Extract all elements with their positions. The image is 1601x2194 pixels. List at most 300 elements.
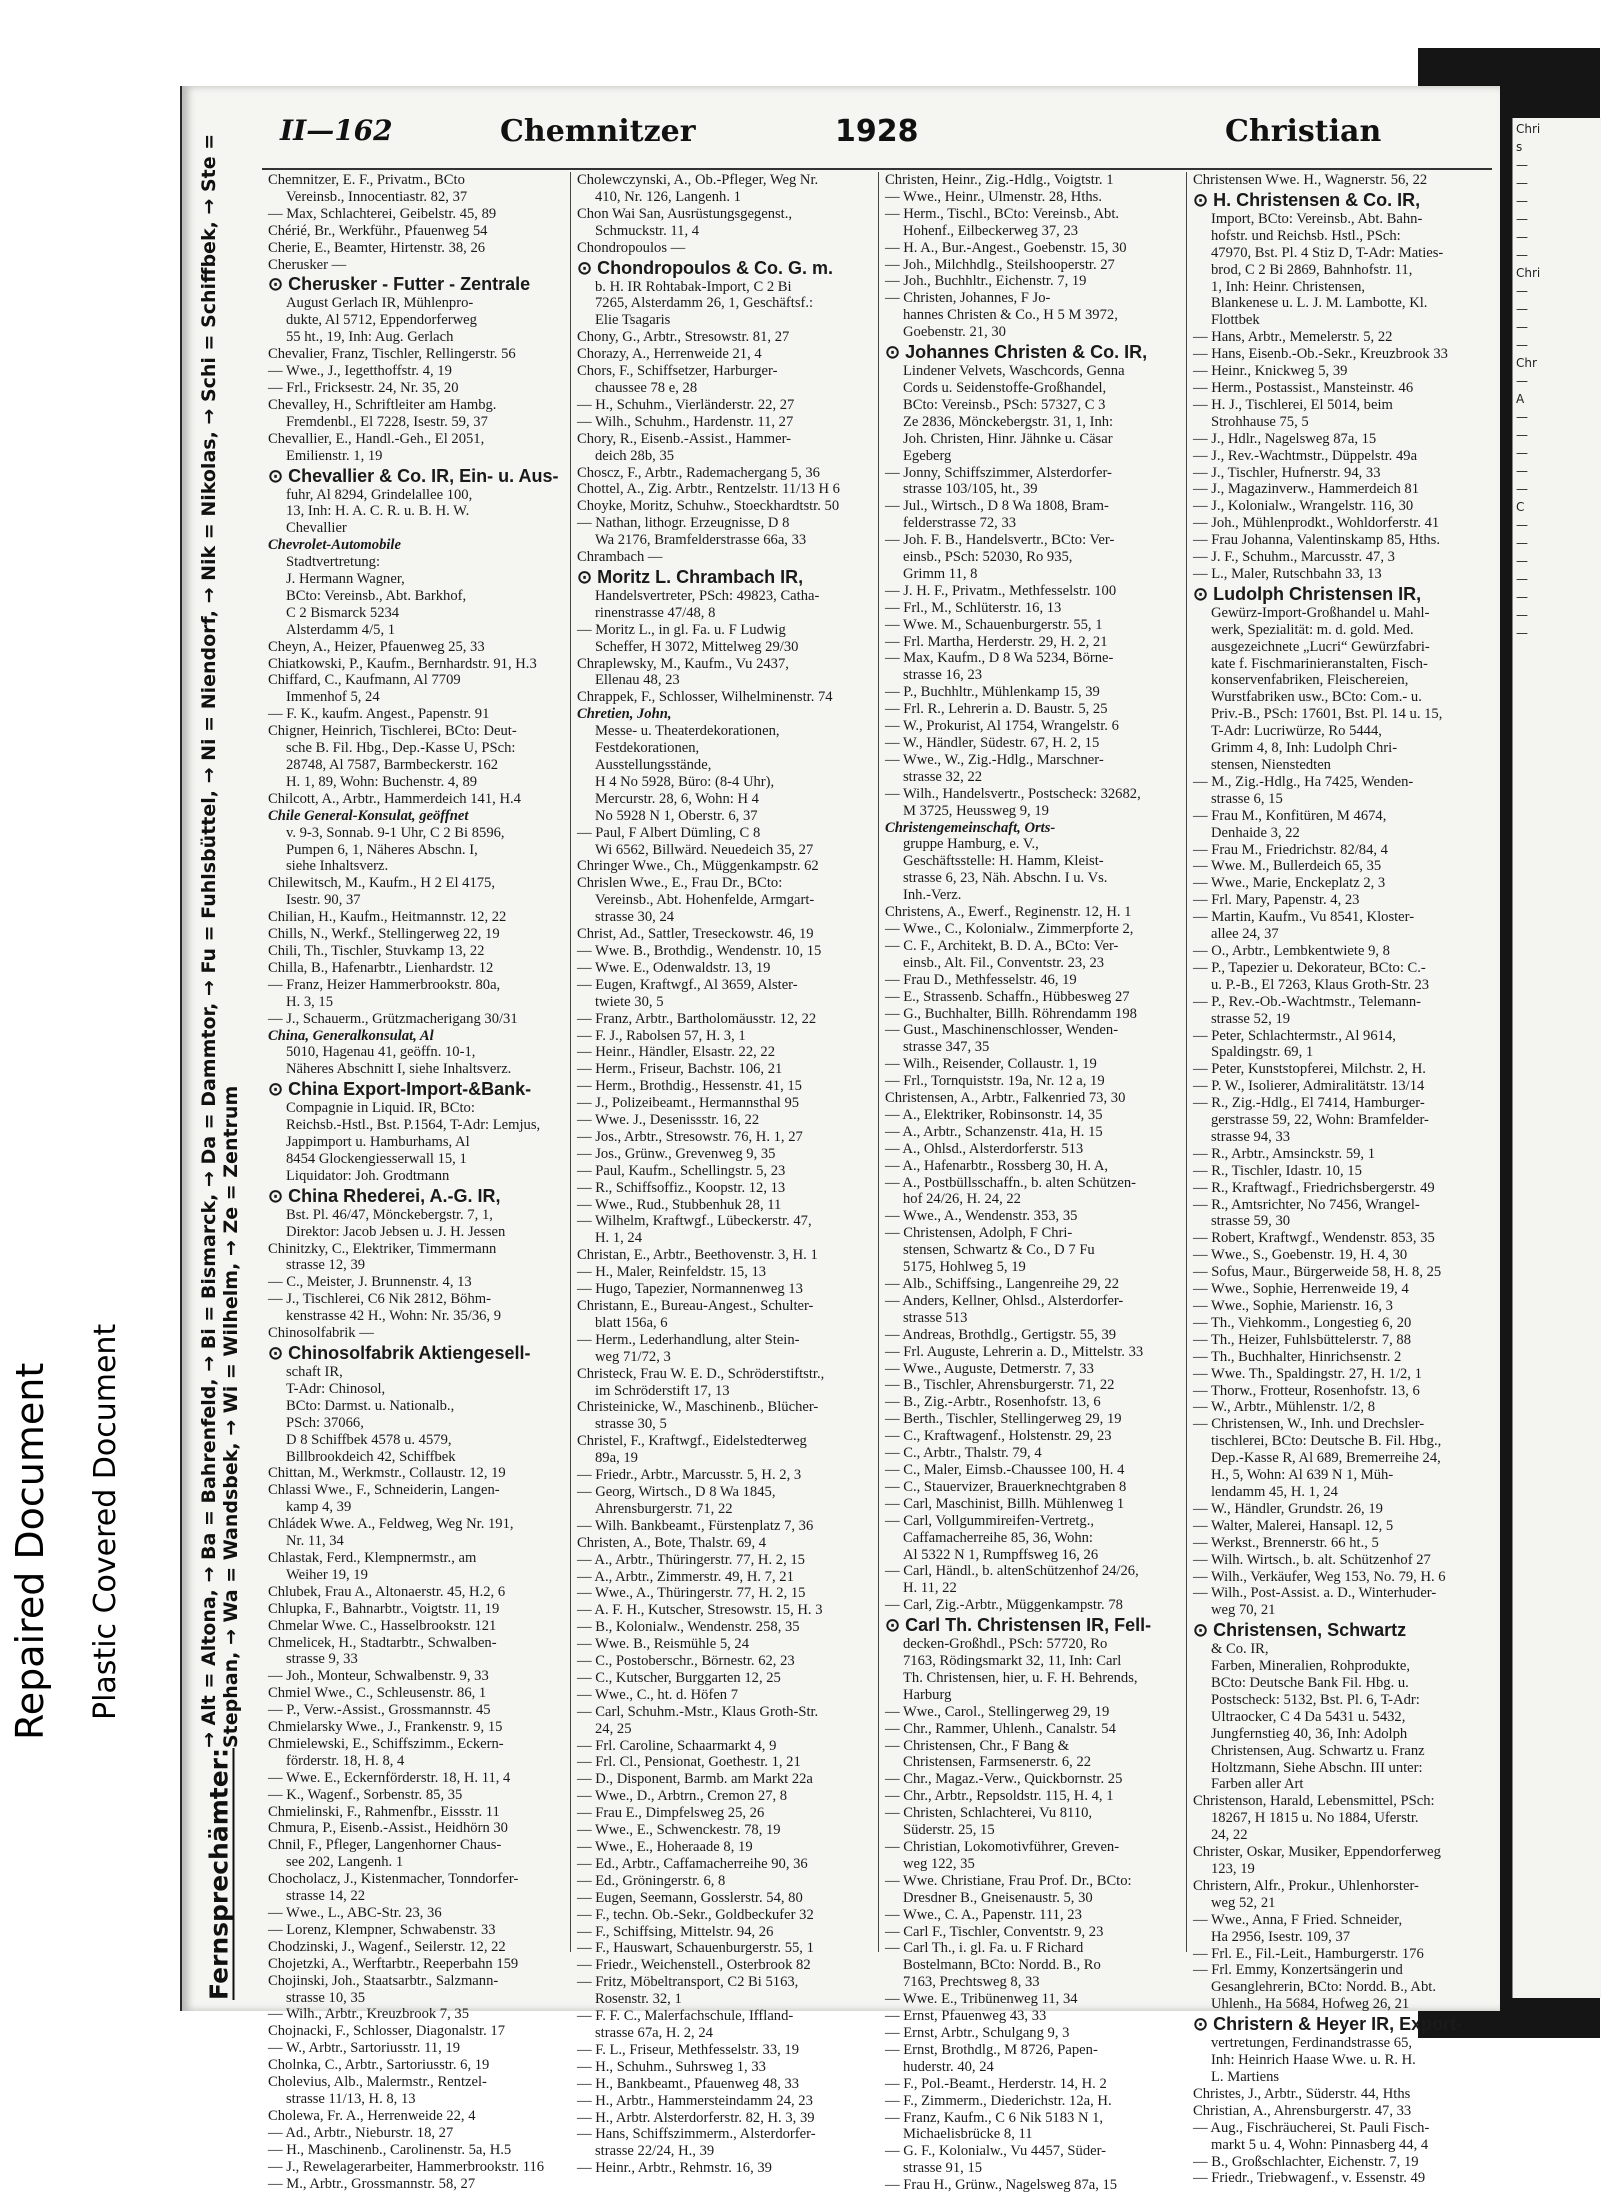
- directory-entry: vertretungen, Ferdinandstrasse 65,: [1211, 2035, 1413, 2052]
- directory-entry: Farben, Mineralien, Rohprodukte,: [1211, 1658, 1410, 1675]
- directory-entry: ⊙ Cherusker - Futter - Zentrale: [268, 274, 531, 295]
- directory-entry: T-Adr: Lucriwürze, Ro 5444,: [1211, 723, 1382, 740]
- directory-entry: Liquidator: Joh. Grodtmann: [286, 1167, 450, 1184]
- directory-entry: — D., Disponent, Barmb. am Markt 22a: [577, 1771, 813, 1788]
- exchange-legend-title: Fernsprechämter:: [204, 1748, 234, 2000]
- adjacent-page-line: —: [1516, 302, 1528, 316]
- directory-entry: — Wwe., A., Wendenstr. 353, 35: [885, 1208, 1078, 1225]
- directory-entry: — Wwe. B., Reismühle 5, 24: [577, 1636, 750, 1653]
- directory-entry: — Jul., Wirtsch., D 8 Wa 1808, Bram-: [885, 498, 1109, 515]
- directory-entry: Chmielarsky Wwe., J., Frankenstr. 9, 15: [268, 1719, 503, 1736]
- directory-entry: — Wwe. Christiane, Frau Prof. Dr., BCto:: [885, 1872, 1132, 1889]
- directory-entry: strasse 14, 22: [286, 1888, 366, 1905]
- directory-entry: — Wilh., Post-Assist. a. D., Winterhuder-: [1193, 1585, 1437, 1602]
- directory-entry: Chmelar Wwe. C., Hasselbrookstr. 121: [268, 1617, 497, 1634]
- directory-entry: — Frau M., Friedrichstr. 82/84, 4: [1193, 841, 1388, 858]
- directory-entry: — Wwe. M., Schauenburgerstr. 55, 1: [885, 616, 1103, 633]
- exchange-legend-text: → Alt = Altona, → Ba = Bahrenfeld, → Bi = Bismarck, → Da = Dammtor, → Fu = Fuhlsbüttel, → Ni = Niendorf, → Nik = Nikolas, → Schi = Schiffbek, → Ste = Stephan, → Wa = Wandsbek, → Wi = Wilhelm, → Ze = Zentrum: [198, 133, 242, 1749]
- directory-entry: Chiffard, C., Kaufmann, Al 7709: [268, 672, 461, 689]
- directory-entry: H. 1, 24: [595, 1230, 643, 1247]
- directory-entry: — L., Maler, Rutschbahn 33, 13: [1193, 565, 1382, 582]
- directory-entry: — Wwe., A., Thüringerstr. 77, H. 2, 15: [577, 1585, 806, 1602]
- directory-entry: siehe Inhaltsverz.: [286, 858, 389, 875]
- directory-entry: — Chr., Magaz.-Verw., Quickbornstr. 25: [885, 1771, 1123, 1788]
- directory-entry: Weiher 19, 19: [286, 1566, 368, 1583]
- directory-entry: Egeberg: [903, 447, 952, 464]
- directory-entry: — Christen, Schlachterei, Vu 8110,: [885, 1805, 1093, 1822]
- directory-entry: Näheres Abschnitt I, siehe Inhaltsverz.: [286, 1061, 512, 1078]
- directory-entry: strasse 10, 35: [286, 1989, 366, 2006]
- directory-entry: — A., Hafenarbtr., Rossberg 30, H. A,: [885, 1157, 1109, 1174]
- directory-entry: — P., Tapezier u. Dekorateur, BCto: C.-: [1193, 959, 1426, 976]
- directory-entry: Christensen Wwe. H., Wagnerstr. 56, 22: [1193, 172, 1428, 188]
- directory-entry: Christan, E., Arbtr., Beethovenstr. 3, H. 1: [577, 1247, 818, 1264]
- directory-entry: Flottbek: [1211, 312, 1260, 329]
- directory-entry: Christes, J., Arbtr., Süderstr. 44, Hths: [1193, 2085, 1411, 2102]
- directory-entry: stensen, Schwartz & Co., D 7 Fu: [903, 1242, 1095, 1259]
- directory-entry: China, Generalkonsulat, Al: [268, 1027, 434, 1044]
- directory-entry: Christian, A., Ahrensburgerstr. 47, 33: [1193, 2102, 1412, 2119]
- directory-entry: Chevallier: [286, 520, 347, 537]
- directory-entry: Th. Christensen, hier, u. F. H. Behrends,: [903, 1669, 1138, 1686]
- directory-entry: Joh. Christen, Hinr. Jähnke u. Cäsar: [903, 430, 1113, 447]
- directory-entry: — H., Schuhm., Vierländerstr. 22, 27: [577, 396, 795, 413]
- directory-entry: — H., Arbtr., Hammersteindamm 24, 23: [577, 2092, 813, 2109]
- directory-entry: Chmielinski, F., Rahmenfbr., Eissstr. 11: [268, 1803, 500, 1820]
- directory-entry: — Wwe., Marie, Enckeplatz 2, 3: [1193, 875, 1386, 892]
- directory-entry: förderstr. 18, H. 8, 4: [286, 1752, 405, 1769]
- directory-entry: — Frau E., Dimpfelsweg 25, 26: [577, 1805, 765, 1822]
- directory-entry: Dresdner B., Gneisenaustr. 5, 30: [903, 1889, 1093, 1906]
- adjacent-page-line: —: [1516, 518, 1528, 532]
- directory-entry: — H. J., Tischlerei, El 5014, beim: [1193, 396, 1393, 413]
- adjacent-page-line: —: [1516, 608, 1528, 622]
- directory-entry: — Carl, Schuhm.-Mstr., Klaus Groth-Str.: [577, 1703, 819, 1720]
- directory-entry: — Joh., Mühlenprodkt., Wohldorferstr. 41: [1193, 515, 1440, 532]
- directory-entry: — Wwe. B., Brothdig., Wendenstr. 10, 15: [577, 942, 822, 959]
- directory-entry: — Moritz L., in gl. Fa. u. F Ludwig: [577, 621, 786, 638]
- directory-entry: — Walter, Malerei, Hansapl. 12, 5: [1193, 1517, 1394, 1534]
- directory-entry: Chojinski, Joh., Staatsarbtr., Salzmann-: [268, 1972, 499, 1989]
- directory-entry: Uhlenh., Ha 5684, Hofweg 26, 21: [1211, 1996, 1410, 2013]
- directory-entry: L. Martiens: [1211, 2068, 1280, 2085]
- directory-entry: Cholevius, Alb., Malermstr., Rentzel-: [268, 2074, 487, 2091]
- directory-entry: — R., Zig.-Hdlg., El 7414, Hamburger-: [1193, 1095, 1425, 1112]
- directory-entry: — H. A., Bur.-Angest., Goebenstr. 15, 30: [885, 239, 1127, 256]
- directory-entry: 7265, Alsterdamm 26, 1, Geschäftsf.:: [595, 295, 814, 312]
- adjacent-page-line: —: [1516, 338, 1528, 352]
- directory-entry: strasse 347, 35: [903, 1039, 990, 1056]
- directory-entry: — Wwe., J., Iegetthoffstr. 4, 19: [268, 363, 452, 380]
- directory-entry: Chondropoulos —: [577, 239, 686, 256]
- directory-entry: Ellenau 48, 23: [595, 672, 680, 689]
- directory-entry: Ha 2956, Isestr. 109, 37: [1211, 1928, 1351, 1945]
- directory-entry: Chnil, F., Pfleger, Langenhorner Chaus-: [268, 1837, 502, 1854]
- directory-entry: Ahrensburgerstr. 71, 22: [595, 1500, 733, 1517]
- directory-entry: BCto: Vereinsb., PSch: 57327, C 3: [903, 396, 1106, 413]
- directory-entry: — C., Stauervizer, Brauerknechtgraben 8: [885, 1478, 1127, 1495]
- directory-entry: strasse 9, 33: [286, 1651, 358, 1668]
- directory-entry: Elie Tsagaris: [595, 312, 671, 329]
- directory-entry: — W., Arbtr., Sartoriusstr. 11, 19: [268, 2040, 461, 2057]
- directory-entry: Farben aller Art: [1211, 1776, 1304, 1793]
- directory-entry: — C., Postoberschr., Börnestr. 62, 23: [577, 1653, 795, 1670]
- directory-entry: — H., Maler, Reinfeldstr. 15, 13: [577, 1264, 767, 1281]
- directory-entry: — Christensen, Chr., F Bang &: [885, 1737, 1070, 1754]
- directory-entry: — Eugen, Kraftwgf., Al 3659, Alster-: [577, 976, 798, 993]
- directory-entry: — Aug., Fischräucherei, St. Pauli Fisch-: [1193, 2119, 1430, 2136]
- directory-entry: 47970, Bst. Pl. 4 Stiz D, T-Adr: Maties-: [1211, 244, 1444, 261]
- directory-entry: ⊙ Chondropoulos & Co. G. m.: [577, 257, 834, 278]
- directory-entry: — Wwe., Heinr., Ulmenstr. 28, Hths.: [885, 188, 1102, 205]
- directory-entry: Postscheck: 5132, Bst. Pl. 6, T-Adr:: [1211, 1691, 1420, 1708]
- directory-entry: — Ernst, Brothdlg., M 8726, Papen-: [885, 2041, 1098, 2058]
- directory-entry: — C., Kutscher, Burggarten 12, 25: [577, 1669, 781, 1686]
- adjacent-page-line: —: [1516, 536, 1528, 550]
- directory-entry: — Carl F., Tischler, Conventstr. 9, 23: [885, 1923, 1104, 1940]
- directory-entry: Chodzinski, J., Wagenf., Seilerstr. 12, 22: [268, 1938, 506, 1955]
- directory-entry: Import, BCto: Vereinsb., Abt. Bahn-: [1211, 210, 1423, 227]
- directory-entry: — R., Amtsrichter, No 7456, Wrangel-: [1193, 1196, 1420, 1213]
- directory-entry: — H., Schuhm., Suhrsweg 1, 33: [577, 2058, 766, 2075]
- directory-entry: Chrambach —: [577, 549, 663, 566]
- directory-entry: strasse 12, 39: [286, 1257, 366, 1274]
- directory-entry: — Ad., Arbtr., Nieburstr. 18, 27: [268, 2124, 454, 2141]
- directory-entry: — Christensen, W., Inh. und Drechsler-: [1193, 1416, 1425, 1433]
- directory-entry: Michaelisbrücke 8, 11: [903, 2126, 1033, 2143]
- directory-entry: — Berth., Tischler, Stellingerweg 29, 19: [885, 1411, 1122, 1428]
- directory-entry: — G. F., Kolonialw., Vu 4457, Süder-: [885, 2143, 1107, 2160]
- adjacent-page-line: —: [1516, 284, 1528, 298]
- directory-entry: — Herm., Postassist., Mansteinstr. 46: [1193, 379, 1414, 396]
- directory-entry: Immenhof 5, 24: [286, 689, 380, 706]
- directory-entry: ⊙ China Rhederei, A.-G. IR,: [268, 1185, 501, 1206]
- directory-entry: strasse 103/105, ht., 39: [903, 481, 1038, 498]
- directory-entry: — J., Kolonialw., Wrangelstr. 116, 30: [1193, 498, 1414, 515]
- directory-entry: 18267, H 1815 u. No 1884, Uferstr.: [1211, 1810, 1419, 1827]
- page-header: [280, 100, 1490, 160]
- directory-entry: Christens, A., Ewerf., Reginenstr. 12, H. 1: [885, 904, 1132, 921]
- directory-entry: Choyke, Moritz, Schuhw., Stoeckhardtstr. 50: [577, 498, 840, 515]
- directory-entry: — Wilh. Wirtsch., b. alt. Schützenhof 27: [1193, 1551, 1431, 1568]
- adjacent-page-line: —: [1516, 410, 1528, 424]
- directory-entry: — Friedr., Triebwagenf., v. Essenstr. 49: [1193, 2170, 1426, 2187]
- directory-entry: & Co. IR,: [1211, 1641, 1269, 1658]
- directory-entry: Chors, F., Schiffsetzer, Harburger-: [577, 363, 778, 380]
- directory-entry: — C., Maler, Eimsb.-Chaussee 100, H. 4: [885, 1461, 1125, 1478]
- directory-entry: Harburg: [903, 1686, 952, 1703]
- directory-entry: strasse 52, 19: [1211, 1010, 1291, 1027]
- directory-entry: Chilla, B., Hafenarbtr., Lienhardstr. 12: [268, 959, 494, 976]
- directory-entry: — J., Schauerm., Grützmacherigang 30/31: [268, 1010, 518, 1027]
- directory-entry: — Eugen, Seemann, Gosslerstr. 54, 80: [577, 1889, 803, 1906]
- directory-entry: — Christensen, Adolph, F Chri-: [885, 1225, 1073, 1242]
- directory-entry: u. P.-B., El 7263, Klaus Groth-Str. 23: [1211, 976, 1430, 993]
- directory-entry: Christ, Ad., Sattler, Treseckowstr. 46, 19: [577, 926, 814, 943]
- directory-entry: — Friedr., Arbtr., Marcusstr. 5, H. 2, 3: [577, 1467, 802, 1484]
- directory-entry: — H., Bankbeamt., Pfauenweg 48, 33: [577, 2075, 800, 2092]
- directory-entry: — Max, Kaufm., D 8 Wa 5234, Börne-: [885, 650, 1114, 667]
- directory-entry: Alsterdamm 4/5, 1: [286, 621, 396, 638]
- directory-entry: — Wwe., L., ABC-Str. 23, 36: [268, 1905, 442, 1921]
- directory-entry: Chrislen Wwe., E., Frau Dr., BCto:: [577, 875, 783, 892]
- directory-entry: — Frau M., Konfitüren, M 4674,: [1193, 807, 1387, 824]
- directory-entry: J. Hermann Wagner,: [286, 571, 405, 588]
- directory-entry: Cherusker —: [268, 256, 347, 273]
- directory-year: 1928: [835, 114, 919, 149]
- directory-entry: Chlassi Wwe., F., Schneiderin, Langen-: [268, 1482, 500, 1499]
- directory-entry: — Frl. Cl., Pensionat, Goethestr. 1, 21: [577, 1754, 801, 1771]
- directory-entry: H. 1, 89, Wohn: Buchenstr. 4, 89: [286, 773, 478, 790]
- directory-entry: Bostelmann, BCto: Nordd. B., Ro: [903, 1957, 1101, 1974]
- directory-entry: konservenfabriken, Fleischereien,: [1211, 672, 1409, 689]
- directory-entry: see 202, Langenh. 1: [286, 1854, 404, 1871]
- directory-entry: 5175, Hohlweg 5, 19: [903, 1259, 1026, 1276]
- directory-entry: — P., Verw.-Assist., Grossmannstr. 45: [268, 1702, 491, 1719]
- directory-entry: strasse 6, 23, Näh. Abschn. I u. Vs.: [903, 870, 1108, 887]
- directory-entry: ⊙ Christensen, Schwartz: [1193, 1620, 1407, 1641]
- directory-entry: — Wwe. J., Desenissstr. 16, 22: [577, 1112, 760, 1129]
- directory-entry: — F. F. C., Malerfachschule, Iffland-: [577, 2008, 794, 2025]
- directory-entry: — Wilh., Reisender, Collaustr. 1, 19: [885, 1056, 1097, 1073]
- directory-entry: 1, Inh: Heinr. Christensen,: [1211, 278, 1366, 295]
- directory-entry: — Thorw., Frotteur, Rosenhofstr. 13, 6: [1193, 1382, 1420, 1399]
- directory-entry: — Joh., Milchhdlg., Steilshooperstr. 27: [885, 256, 1115, 273]
- directory-entry: — Franz, Arbtr., Bartholomäusstr. 12, 22: [577, 1010, 817, 1027]
- directory-entry: Chevallier, E., Handl.-Geh., El 2051,: [268, 430, 485, 447]
- directory-entry: — A., Arbtr., Thüringerstr. 77, H. 2, 15: [577, 1551, 805, 1568]
- directory-entry: — Frl. Mary, Papenstr. 4, 23: [1193, 892, 1360, 909]
- directory-entry: — W., Prokurist, Al 1754, Wrangelstr. 6: [885, 718, 1119, 735]
- directory-entry: strasse 32, 22: [903, 768, 983, 785]
- directory-entry: weg 52, 21: [1211, 1894, 1276, 1911]
- directory-entry: 24, 25: [595, 1720, 632, 1737]
- directory-entry: — W., Händler, Südestr. 67, H. 2, 15: [885, 735, 1100, 751]
- directory-entry: strasse 6, 15: [1211, 790, 1283, 807]
- directory-entry: — Jos., Grünw., Grevenweg 9, 35: [577, 1145, 776, 1162]
- directory-entry: strasse 59, 30: [1211, 1213, 1291, 1230]
- directory-entry: — R., Tischler, Idastr. 10, 15: [1193, 1162, 1362, 1179]
- directory-entry: allee 24, 37: [1211, 926, 1279, 943]
- scan-labels: [0, 0, 150, 2177]
- directory-entry: PSch: 37066,: [286, 1414, 364, 1431]
- directory-entry: — F., Zimmerm., Diederichstr. 12a, H.: [885, 2092, 1112, 2109]
- directory-entry: ⊙ Carl Th. Christensen IR, Fell-: [885, 1615, 1152, 1636]
- directory-entry: — Wwe., S., Goebenstr. 19, H. 4, 30: [1193, 1247, 1408, 1264]
- directory-entry: Christeck, Frau W. E. D., Schröderstiftstr.,: [577, 1365, 825, 1382]
- directory-entry: Christen, Heinr., Zig.-Hdlg., Voigtstr. 1: [885, 172, 1114, 188]
- directory-entry: Schmuckstr. 11, 4: [595, 222, 700, 239]
- directory-column: [262, 172, 570, 2192]
- directory-entry: — H., Arbtr. Alsterdorferstr. 82, H. 3, 39: [577, 2109, 815, 2126]
- directory-entry: Wurstfabriken usw., BCto: Com.- u.: [1211, 689, 1422, 706]
- adjacent-page-line: —: [1516, 590, 1528, 604]
- directory-entry: — J., Hdlr., Nagelsweg 87a, 15: [1193, 430, 1377, 447]
- directory-entry: — C., Arbtr., Thalstr. 79, 4: [885, 1445, 1042, 1462]
- directory-entry: BCto: Darmst. u. Nationalb.,: [286, 1397, 455, 1414]
- directory-entry: — W., Händler, Grundstr. 26, 19: [1193, 1500, 1383, 1517]
- page-number: II—162: [280, 114, 393, 147]
- adjacent-page-line: —: [1516, 248, 1528, 262]
- directory-entry: Cherie, E., Beamter, Hirtenstr. 38, 26: [268, 239, 486, 256]
- directory-entry: — C., Kraftwagenf., Holstenstr. 29, 23: [885, 1428, 1112, 1445]
- directory-entry: — Herm., Tischl., BCto: Vereinsb., Abt.: [885, 205, 1120, 222]
- adjacent-page-line: —: [1516, 464, 1528, 478]
- directory-entry: Chinosolfabrik —: [268, 1325, 374, 1342]
- directory-entry: 123, 19: [1211, 1861, 1255, 1877]
- header-first-entry: Chemnitzer: [500, 114, 696, 149]
- directory-entry: Christann, E., Bureau-Angest., Schulter-: [577, 1298, 814, 1314]
- directory-entry: — A., Arbtr., Zimmerstr. 49, H. 7, 21: [577, 1568, 794, 1585]
- directory-entry: — Wilh., Arbtr., Kreuzbrook 7, 35: [268, 2006, 469, 2023]
- directory-entry: 8454 Glockengiesserwall 15, 1: [286, 1150, 467, 1167]
- directory-entry: — W., Arbtr., Mühlenstr. 1/2, 8: [1193, 1399, 1376, 1416]
- directory-entry: einsb., PSch: 52030, Ro 935,: [903, 549, 1073, 566]
- directory-entry: — Hans, Eisenb.-Ob.-Sekr., Kreuzbrook 33: [1193, 346, 1448, 363]
- directory-entry: Chony, G., Arbtr., Stresowstr. 81, 27: [577, 329, 790, 346]
- directory-entry: — Fritz, Möbeltransport, C2 Bi 5163,: [577, 1974, 799, 1991]
- directory-entry: Chigner, Heinrich, Tischlerei, BCto: Deut-: [268, 723, 517, 740]
- directory-entry: — B., Zig.-Arbtr., Rosenhofstr. 13, 6: [885, 1394, 1101, 1411]
- directory-entry: b. H. IR Rohtabak-Import, C 2 Bi: [595, 278, 792, 295]
- adjacent-page-line: —: [1516, 230, 1528, 244]
- directory-entry: — J., Tischlerei, C6 Nik 2812, Böhm-: [268, 1291, 491, 1308]
- directory-entry: — Frl. Martha, Herderstr. 29, H. 2, 21: [885, 633, 1108, 650]
- directory-entry: dukte, Al 5712, Eppendorferweg: [286, 312, 477, 329]
- directory-entry: hof 24/26, H. 24, 22: [903, 1191, 1021, 1208]
- adjacent-page-line: Chr: [1516, 356, 1537, 370]
- directory-entry: ⊙ Christern & Heyer IR, Export-: [1193, 2014, 1463, 2035]
- directory-entry: M 3725, Heussweg 9, 19: [903, 802, 1049, 819]
- directory-entry: — Ed., Arbtr., Caffamacherreihe 90, 36: [577, 1855, 808, 1872]
- directory-entry: Chevalier, Franz, Tischler, Rellingerstr. 56: [268, 346, 516, 363]
- directory-entry: ⊙ Moritz L. Chrambach IR,: [577, 566, 804, 587]
- adjacent-page-line: —: [1516, 374, 1528, 388]
- directory-entry: Chevalley, H., Schriftleiter am Hambg.: [268, 396, 497, 413]
- directory-entry: im Schröderstift 17, 13: [595, 1382, 730, 1399]
- directory-entry: ⊙ China Export-Import-&Bank-: [268, 1079, 532, 1100]
- directory-entry: — M., Zig.-Hdlg., Ha 7425, Wenden-: [1193, 773, 1414, 790]
- directory-entry: Fremdenbl., El 7228, Isestr. 59, 37: [286, 413, 488, 430]
- directory-entry: Ultraocker, C 4 Da 5431 u. 5432,: [1211, 1708, 1406, 1725]
- directory-entry: — Joh. F. B., Handelsvertr., BCto: Ver-: [885, 532, 1115, 549]
- directory-entry: BCto: Vereinsb., Abt. Barkhof,: [286, 587, 467, 604]
- directory-entry: — Ed., Gröningerstr. 6, 8: [577, 1872, 726, 1889]
- directory-entry: — J. H. F., Privatm., Methfesselstr. 100: [885, 582, 1117, 599]
- directory-entry: kate f. Fischmarinieranstalten, Fisch-: [1211, 655, 1428, 672]
- directory-entry: — Hugo, Tapezier, Normannenweg 13: [577, 1281, 803, 1298]
- directory-entry: Chojetzki, A., Werftarbtr., Reeperbahn 159: [268, 1955, 519, 1972]
- directory-entry: — Wwe., C., ht. d. Höfen 7: [577, 1686, 739, 1703]
- adjacent-page-text: [1513, 118, 1601, 648]
- directory-entry: — E., Strassenb. Schaffn., Hübbesweg 27: [885, 988, 1130, 1005]
- directory-entry: — Frl. Emmy, Konzertsängerin und: [1193, 1962, 1403, 1979]
- directory-entry: — Franz, Heizer Hammerbrookstr. 80a,: [268, 976, 501, 993]
- directory-entry: Inh: Heinrich Haase Wwe. u. R. H.: [1211, 2052, 1416, 2069]
- directory-entry: — Martin, Kaufm., Vu 8541, Kloster-: [1193, 909, 1415, 926]
- adjacent-page-line: —: [1516, 446, 1528, 460]
- adjacent-page-line: A: [1516, 392, 1525, 406]
- directory-entry: — A., Postbüllsschaffn., b. alten Schützen-: [885, 1174, 1137, 1191]
- directory-entry: — Joh., Monteur, Schwalbenstr. 9, 33: [268, 1668, 489, 1685]
- directory-entry: — Herm., Friseur, Bachstr. 106, 21: [577, 1061, 783, 1078]
- directory-entry: Messe- u. Theaterdekorationen,: [595, 723, 780, 740]
- adjacent-page-line: —: [1516, 428, 1528, 442]
- directory-entry: — O., Arbtr., Lembkentwiete 9, 8: [1193, 942, 1390, 959]
- directory-entry: — Robert, Kraftwgf., Wendenstr. 853, 35: [1193, 1230, 1435, 1247]
- directory-entry: — Georg, Wirtsch., D 8 Wa 1845,: [577, 1483, 776, 1500]
- directory-entry: Grimm 11, 8: [903, 565, 978, 582]
- directory-entry: — Wwe., D., Arbtrn., Cremon 27, 8: [577, 1788, 788, 1805]
- directory-column: [1186, 172, 1494, 2187]
- directory-entry: Cords u. Seidenstoffe-Großhandel,: [903, 379, 1107, 396]
- directory-entry: huderstr. 40, 24: [903, 2058, 994, 2075]
- directory-entry: — Herm., Lederhandlung, alter Stein-: [577, 1331, 800, 1348]
- directory-entry: — A. F. H., Kutscher, Stresowstr. 15, H. 3: [577, 1602, 823, 1619]
- directory-entry: tischlerei, BCto: Deutsche B. Fil. Hbg.,: [1211, 1433, 1442, 1450]
- directory-entry: brod, C 2 Bi 2869, Bahnhofstr. 11,: [1211, 261, 1413, 278]
- adjacent-page-line: Chri: [1516, 266, 1541, 280]
- directory-entry: Wa 2176, Bramfelderstrasse 66a, 33: [595, 532, 807, 549]
- directory-entry: — Wilh. Bankbeamt., Fürstenplatz 7, 36: [577, 1517, 814, 1534]
- adjacent-page-line: —: [1516, 176, 1528, 190]
- directory-entry: Handelsvertreter, PSch: 49823, Catha-: [595, 587, 820, 604]
- directory-entry: Geschäftsstelle: H. Hamm, Kleist-: [903, 853, 1104, 870]
- directory-entry: schaft IR,: [286, 1364, 343, 1380]
- directory-entry: — A., Arbtr., Schanzenstr. 41a, H. 15: [885, 1123, 1103, 1140]
- directory-entry: lendamm 45, H. 1, 24: [1211, 1483, 1338, 1500]
- directory-entry: — Jonny, Schiffszimmer, Alsterdorfer-: [885, 464, 1112, 481]
- directory-entry: — Gust., Maschinenschlosser, Wenden-: [885, 1022, 1119, 1039]
- directory-entry: — C. F., Architekt, B. D. A., BCto: Ver-: [885, 937, 1119, 954]
- directory-entry: — R., Kraftwagf., Friedrichsbergerstr. 49: [1193, 1179, 1435, 1196]
- directory-entry: August Gerlach IR, Mühlenpro-: [286, 295, 474, 312]
- directory-entry: — Carl, Maschinist, Billh. Mühlenweg 1: [885, 1495, 1125, 1512]
- directory-entry: strasse 67a, H. 2, 24: [595, 2024, 713, 2041]
- directory-entry: Direktor: Jacob Jebsen u. J. H. Jessen: [286, 1223, 506, 1240]
- directory-entry: weg 122, 35: [903, 1855, 975, 1872]
- directory-entry: — Frl., Fricksestr. 24, Nr. 35, 20: [268, 379, 459, 396]
- directory-entry: 55 ht., 19, Inh: Aug. Gerlach: [286, 329, 454, 346]
- directory-entry: Chlubek, Frau A., Altonaerstr. 45, H.2, 6: [268, 1583, 506, 1600]
- directory-entry: strasse 30, 24: [595, 909, 675, 926]
- directory-entry: twiete 30, 5: [595, 993, 664, 1010]
- directory-entry: — Frau Johanna, Valentinskamp 85, Hths.: [1193, 532, 1440, 549]
- directory-entry: — Wwe. E., Odenwaldstr. 13, 19: [577, 959, 771, 976]
- directory-entry: — Frl., Tornquiststr. 19a, Nr. 12 a, 19: [885, 1073, 1105, 1090]
- directory-entry: Jungfernstieg 40, 36, Inh: Adolph: [1211, 1725, 1408, 1742]
- directory-entry: — Wwe., Anna, F Fried. Schneider,: [1193, 1911, 1403, 1928]
- directory-entry: ⊙ Chinosolfabrik Aktiengesell-: [268, 1343, 531, 1363]
- adjacent-page-line: —: [1516, 626, 1528, 640]
- directory-entry: — B., Kolonialw., Wendenstr. 258, 35: [577, 1619, 800, 1636]
- adjacent-page-line: —: [1516, 158, 1528, 172]
- directory-entry: Chringer Wwe., Ch., Müggenkampstr. 62: [577, 858, 819, 875]
- directory-entry: Chills, N., Werkf., Stellingerweg 22, 19: [268, 926, 500, 943]
- directory-column: [570, 172, 878, 2177]
- directory-entry: Spaldingstr. 69, 1: [1211, 1044, 1314, 1061]
- directory-entry: — Jos., Arbtr., Stresowstr. 76, H. 1, 27: [577, 1128, 803, 1145]
- directory-entry: — P. W., Isolierer, Admiralitätstr. 13/14: [1193, 1078, 1425, 1095]
- directory-entry: — Wilh., Handelsvertr., Postscheck: 32682,: [885, 785, 1141, 802]
- directory-entry: — B., Tischler, Ahrensburgerstr. 71, 22: [885, 1377, 1115, 1394]
- adjacent-page-line: —: [1516, 212, 1528, 226]
- directory-entry: Chemnitzer, E. F., Privatm., BCto: [268, 172, 465, 188]
- directory-entry: Denhaide 3, 22: [1211, 824, 1300, 841]
- directory-entry: — J. F., Schuhm., Marcusstr. 47, 3: [1193, 549, 1395, 566]
- directory-entry: Strohhause 75, 5: [1211, 413, 1309, 430]
- directory-entry: — Wwe. Th., Spaldingstr. 27, H. 1/2, 1: [1193, 1365, 1422, 1382]
